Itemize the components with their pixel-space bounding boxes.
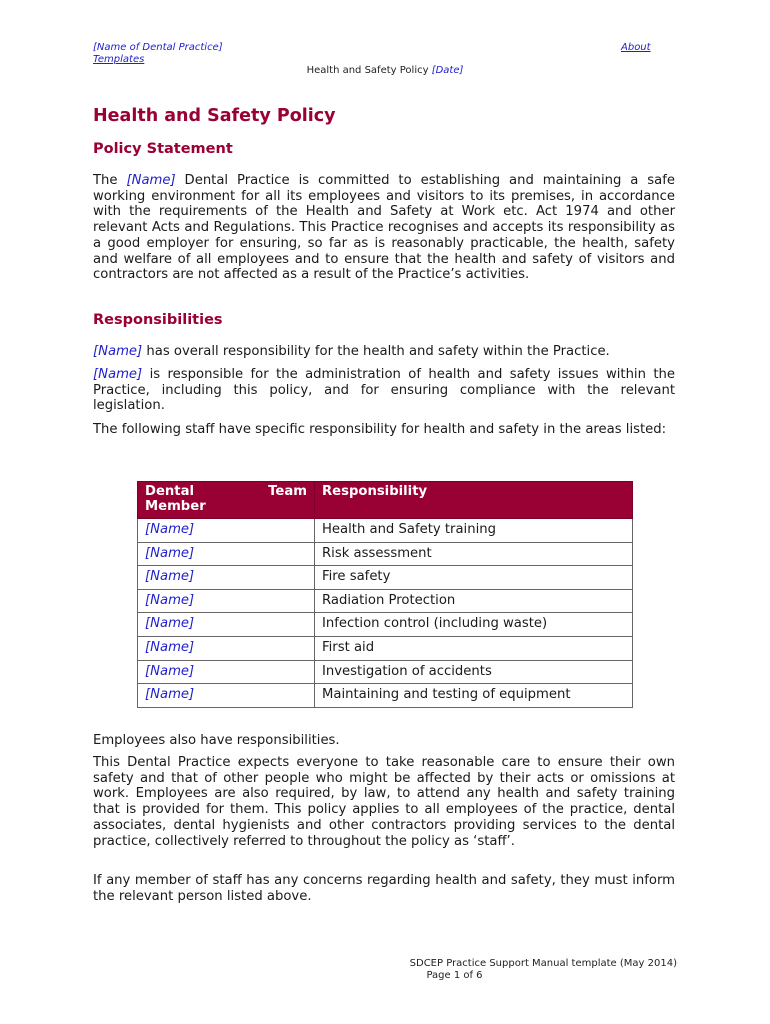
responsibility-cell: Radiation Protection xyxy=(315,589,633,613)
header-date-placeholder: [Date] xyxy=(431,65,464,76)
header-doc-title xyxy=(0,65,770,77)
overall-name-placeholder: [Name] xyxy=(93,344,143,359)
page-title: Health and Safety Policy xyxy=(93,106,336,126)
col-header-member-a: Dental xyxy=(145,484,195,499)
table-row xyxy=(138,636,633,660)
table-row xyxy=(138,542,633,566)
responsibility-cell: First aid xyxy=(315,636,633,660)
table-header-row xyxy=(138,482,633,519)
policy-statement-heading: Policy Statement xyxy=(93,141,233,157)
table-row xyxy=(138,589,633,613)
member-cell: [Name] xyxy=(138,542,315,566)
about-link[interactable]: About xyxy=(621,42,651,53)
table-row xyxy=(138,566,633,590)
member-cell: [Name] xyxy=(138,660,315,684)
member-cell: [Name] xyxy=(138,613,315,637)
policy-statement-paragraph xyxy=(93,173,675,283)
table-row xyxy=(138,613,633,637)
policy-prefix: The xyxy=(93,173,127,188)
responsibility-cell: Maintaining and testing of equipment xyxy=(315,684,633,708)
col-header-member-c: Member xyxy=(145,499,206,514)
table-row xyxy=(138,660,633,684)
responsibilities-heading: Responsibilities xyxy=(93,312,223,328)
admin-name-placeholder: [Name] xyxy=(93,367,143,382)
member-cell: [Name] xyxy=(138,519,315,543)
table-row xyxy=(138,684,633,708)
header-left xyxy=(93,42,223,66)
responsibility-paragraph-2 xyxy=(93,367,675,414)
responsibility-cell: Investigation of accidents xyxy=(315,660,633,684)
table-row xyxy=(138,519,633,543)
employees-paragraph-2: This Dental Practice expects everyone to take reasonable care to ensure their own safety and that of other people who might be affected by their acts or omissions at work. Employees are also required, by law, to attend any health and safety training that is provided for them. This policy applies to all employees of the practice, dental associates, dental hygienists and other contractors providing services to the dental practice, collectively referred to throughout the policy as ‘staff’. xyxy=(93,755,675,849)
page-footer xyxy=(300,958,677,982)
responsibility-cell: Health and Safety training xyxy=(315,519,633,543)
practice-name-inline: [Name] xyxy=(126,173,176,188)
member-cell: [Name] xyxy=(138,636,315,660)
responsibility-cell: Risk assessment xyxy=(315,542,633,566)
member-cell: [Name] xyxy=(138,589,315,613)
header-title-text: Health and Safety Policy xyxy=(306,65,432,76)
col-header-member xyxy=(138,482,315,519)
member-cell: [Name] xyxy=(138,566,315,590)
responsibility-cell: Fire safety xyxy=(315,566,633,590)
responsibility-paragraph-1 xyxy=(93,344,675,360)
responsibility-table xyxy=(137,481,633,708)
templates-link[interactable]: Templates xyxy=(93,54,145,65)
col-header-responsibility: Responsibility xyxy=(315,482,633,519)
member-cell: [Name] xyxy=(138,684,315,708)
employees-paragraph-1: Employees also have responsibilities. xyxy=(93,733,340,748)
practice-name-placeholder: [Name of Dental Practice] xyxy=(93,42,223,53)
col-header-member-b: Team xyxy=(268,484,307,499)
admin-text: is responsible for the administration of health and safety issues within the Practice, including this policy, and for ensuring compliance with the relevant legislation. xyxy=(93,367,675,414)
responsibility-paragraph-3: The following staff have specific responsibility for health and safety in the areas listed: xyxy=(93,422,667,437)
policy-text: Dental Practice is committed to establishing and maintaining a safe working environment for all its employees and visitors to its premises, in accordance with the requirements of the Health and Safety at Work etc. Act 1974 and other relevant Acts and Regulations. This Practice recognises and accepts its responsibility as a good employer for ensuring, so far as is reasonably practicable, the health, safety and welfare of all employees and to ensure that the health and safety of visitors and contractors are not affected as a result of the Practice’s activities. xyxy=(93,173,675,283)
responsibility-cell: Infection control (including waste) xyxy=(315,613,633,637)
employees-paragraph-3: If any member of staff has any concerns regarding health and safety, they must inform the relevant person listed above. xyxy=(93,873,675,904)
footer-page-number: Page 1 of 6 xyxy=(426,970,483,981)
overall-text: has overall responsibility for the health and safety within the Practice. xyxy=(142,344,610,359)
footer-manual-text: SDCEP Practice Support Manual template (May 2014) xyxy=(409,958,677,969)
